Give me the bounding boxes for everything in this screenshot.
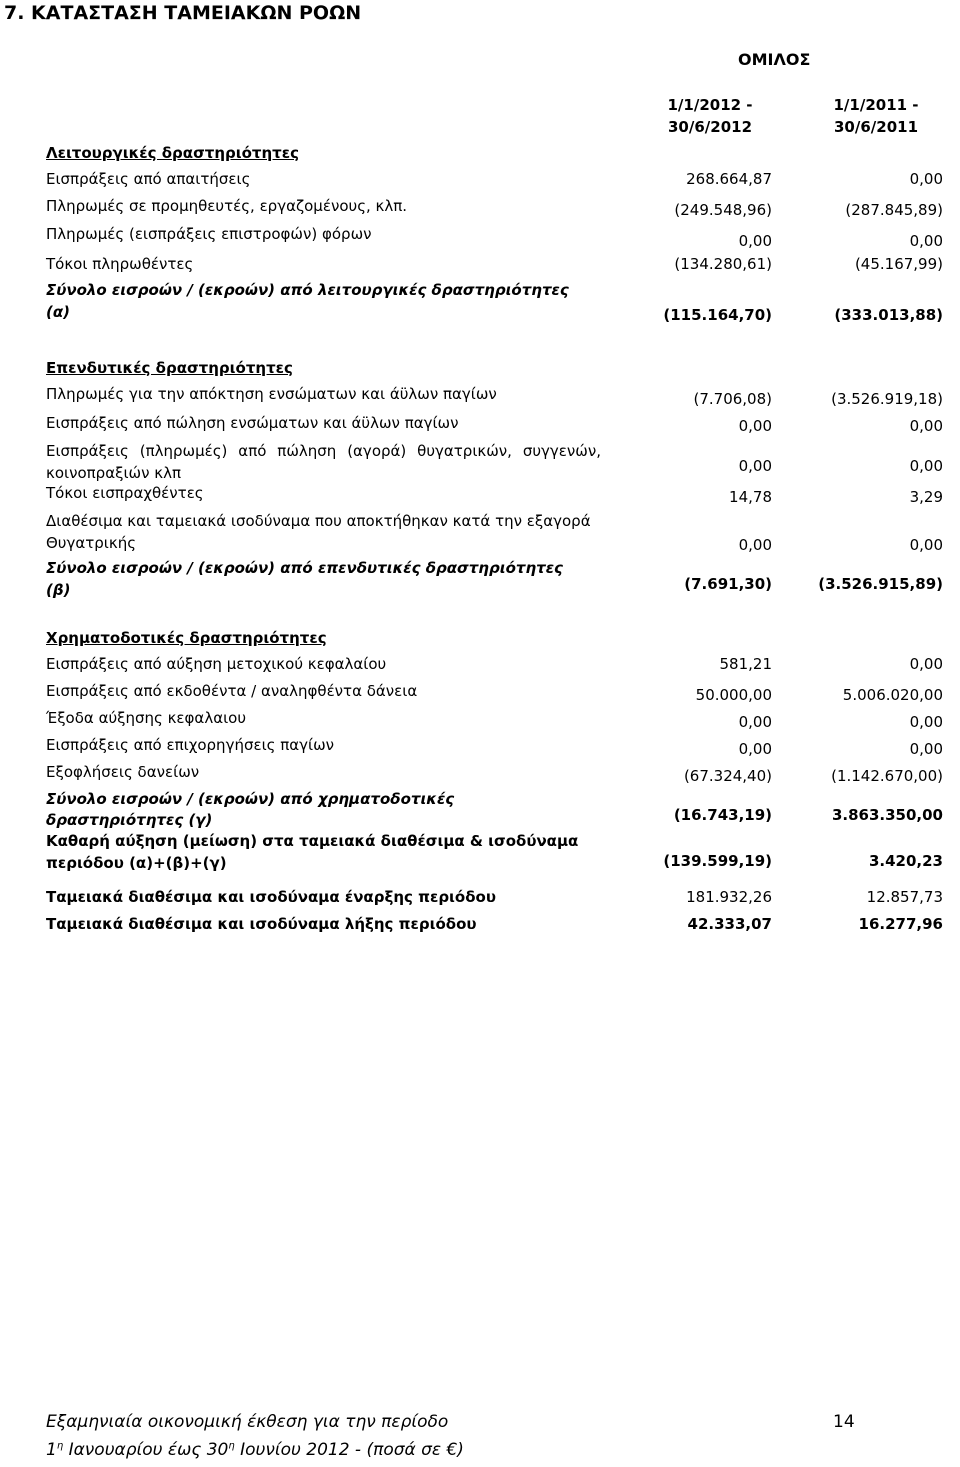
opening-balance-label: Ταμειακά διαθέσιμα και ισοδύναμα έναρξης περιόδου <box>46 888 496 906</box>
footer-report-title: Εξαμηνιαία οικονομική έκθεση για την περίοδο <box>46 1412 449 1432</box>
total-operating-2012: (115.164,70) <box>663 306 772 324</box>
total-financing-label: Σύνολο εισροών / (εκροών) από χρηματοδοτικές <box>46 790 455 808</box>
row-label: Εισπράξεις από αύξηση μετοχικού κεφαλαίου <box>46 655 387 673</box>
row-value-2012: (67.324,40) <box>683 767 772 785</box>
row-label: Εισπράξεις από εκδοθέντα / αναληφθέντα δάνεια <box>46 682 418 700</box>
row-label: Εξοφλήσεις δανείων <box>46 763 200 781</box>
row-value-2011: (3.526.919,18) <box>831 390 943 408</box>
net-change-label: Καθαρή αύξηση (μείωση) στα ταμειακά διαθέσιμα & ισοδύναμα <box>46 832 579 850</box>
group-header: ΟΜΙΛΟΣ <box>738 50 811 69</box>
period-2011-line2: 30/6/2011 <box>833 118 919 136</box>
row-value-2012: 50.000,00 <box>695 686 772 704</box>
row-value-2011: 0,00 <box>909 740 943 758</box>
period-2012-line1: 1/1/2012 - <box>667 96 753 114</box>
row-value-2011: 3,29 <box>909 488 943 506</box>
period-2012-line2: 30/6/2012 <box>667 118 753 136</box>
footer-period <box>46 1440 464 1460</box>
total-operating-label-suffix: (α) <box>46 303 71 321</box>
row-label: Πληρωμές (εισπράξεις επιστροφών) φόρων <box>46 225 372 243</box>
row-value-2012: 0,00 <box>738 740 772 758</box>
row-label: Εισπράξεις (πληρωμές) από πώληση (αγορά) θυγατρικών, συγγενών, κοινοπραξιών κλπ <box>46 442 601 482</box>
row-label: Εισπράξεις από πώληση ενσώματων και άϋλων παγίων <box>46 414 459 432</box>
footer-period-end: Ιουνίου 2012 - (ποσά σε €) <box>234 1440 464 1460</box>
net-change-2012: (139.599,19) <box>663 852 772 870</box>
row-label: Τόκοι πληρωθέντες <box>46 255 194 273</box>
footer-period-sup1: η <box>56 1440 64 1452</box>
row-label: Πληρωμές για την απόκτηση ενσώματων και άϋλων παγίων <box>46 385 497 403</box>
row-label: Διαθέσιμα και ταμειακά ισοδύναμα που αποκτήθηκαν κατά την εξαγορά Θυγατρικής <box>46 512 591 552</box>
total-investing-2011: (3.526.915,89) <box>818 575 943 593</box>
footer-period-mid: Ιανουαρίου έως 30 <box>63 1440 229 1460</box>
row-value-2012: (7.706,08) <box>693 390 772 408</box>
total-operating-2011: (333.013,88) <box>834 306 943 324</box>
period-header-2011 <box>806 94 946 138</box>
closing-balance-2012: 42.333,07 <box>687 915 772 933</box>
opening-balance-2011: 12.857,73 <box>866 888 943 906</box>
row-value-2011: (45.167,99) <box>854 255 943 273</box>
period-2011-line1: 1/1/2011 - <box>833 96 919 114</box>
row-label: Πληρωμές σε προμηθευτές, εργαζομένους, κλπ. <box>46 197 408 215</box>
section-operating-heading: Λειτουργικές δραστηριότητες <box>46 144 299 162</box>
net-change-2011: 3.420,23 <box>868 852 943 870</box>
row-value-2011: 0,00 <box>909 417 943 435</box>
row-value-2011: 0,00 <box>909 457 943 475</box>
row-value-2011: 0,00 <box>909 232 943 250</box>
row-value-2012: 0,00 <box>738 417 772 435</box>
closing-balance-2011: 16.277,96 <box>858 915 943 933</box>
row-value-2011: (1.142.670,00) <box>831 767 943 785</box>
row-value-2011: 0,00 <box>909 713 943 731</box>
row-value-2012: 0,00 <box>738 536 772 554</box>
row-value-2011: (287.845,89) <box>845 201 943 219</box>
total-operating-label: Σύνολο εισροών / (εκροών) από λειτουργικές δραστηριότητες <box>46 281 569 299</box>
row-value-2012: 581,21 <box>719 655 772 673</box>
row-value-2011: 0,00 <box>909 536 943 554</box>
total-financing-label-suffix: δραστηριότητες (γ) <box>46 811 213 829</box>
row-label: Εισπράξεις από επιχορηγήσεις παγίων <box>46 736 335 754</box>
period-header-2012 <box>640 94 780 138</box>
row-value-2012: (249.548,96) <box>674 201 772 219</box>
section-financing-heading: Χρηματοδοτικές δραστηριότητες <box>46 629 327 647</box>
footer-period-day1: 1 <box>46 1440 57 1460</box>
total-financing-2012: (16.743,19) <box>673 806 772 824</box>
row-value-2012: 0,00 <box>738 457 772 475</box>
total-investing-label-suffix: (β) <box>46 581 71 599</box>
closing-balance-label: Ταμειακά διαθέσιμα και ισοδύναμα λήξης περιόδου <box>46 915 477 933</box>
page-title: 7. ΚΑΤΑΣΤΑΣΗ ΤΑΜΕΙΑΚΩΝ ΡΟΩΝ <box>4 2 362 24</box>
row-label: Έξοδα αύξησης κεφαλαιου <box>46 709 247 727</box>
section-investing-heading: Επενδυτικές δραστηριότητες <box>46 359 293 377</box>
footer-period-sup2: η <box>228 1440 235 1452</box>
total-investing-label: Σύνολο εισροών / (εκροών) από επενδυτικές δραστηριότητες <box>46 559 563 577</box>
row-value-2012: 14,78 <box>729 488 772 506</box>
page-number: 14 <box>833 1412 855 1432</box>
row-value-2011: 5.006.020,00 <box>842 686 943 704</box>
row-label: Εισπράξεις από απαιτήσεις <box>46 170 251 188</box>
net-change-label-suffix: περιόδου (α)+(β)+(γ) <box>46 854 227 872</box>
row-value-2012: 0,00 <box>738 232 772 250</box>
row-label: Τόκοι εισπραχθέντες <box>46 484 204 502</box>
row-value-2012: 268.664,87 <box>686 170 772 188</box>
row-value-2011: 0,00 <box>909 655 943 673</box>
total-financing-2011: 3.863.350,00 <box>831 806 943 824</box>
opening-balance-2012: 181.932,26 <box>686 888 772 906</box>
row-value-2012: 0,00 <box>738 713 772 731</box>
row-value-2011: 0,00 <box>909 170 943 188</box>
row-value-2012: (134.280,61) <box>674 255 772 273</box>
total-investing-2012: (7.691,30) <box>684 575 772 593</box>
